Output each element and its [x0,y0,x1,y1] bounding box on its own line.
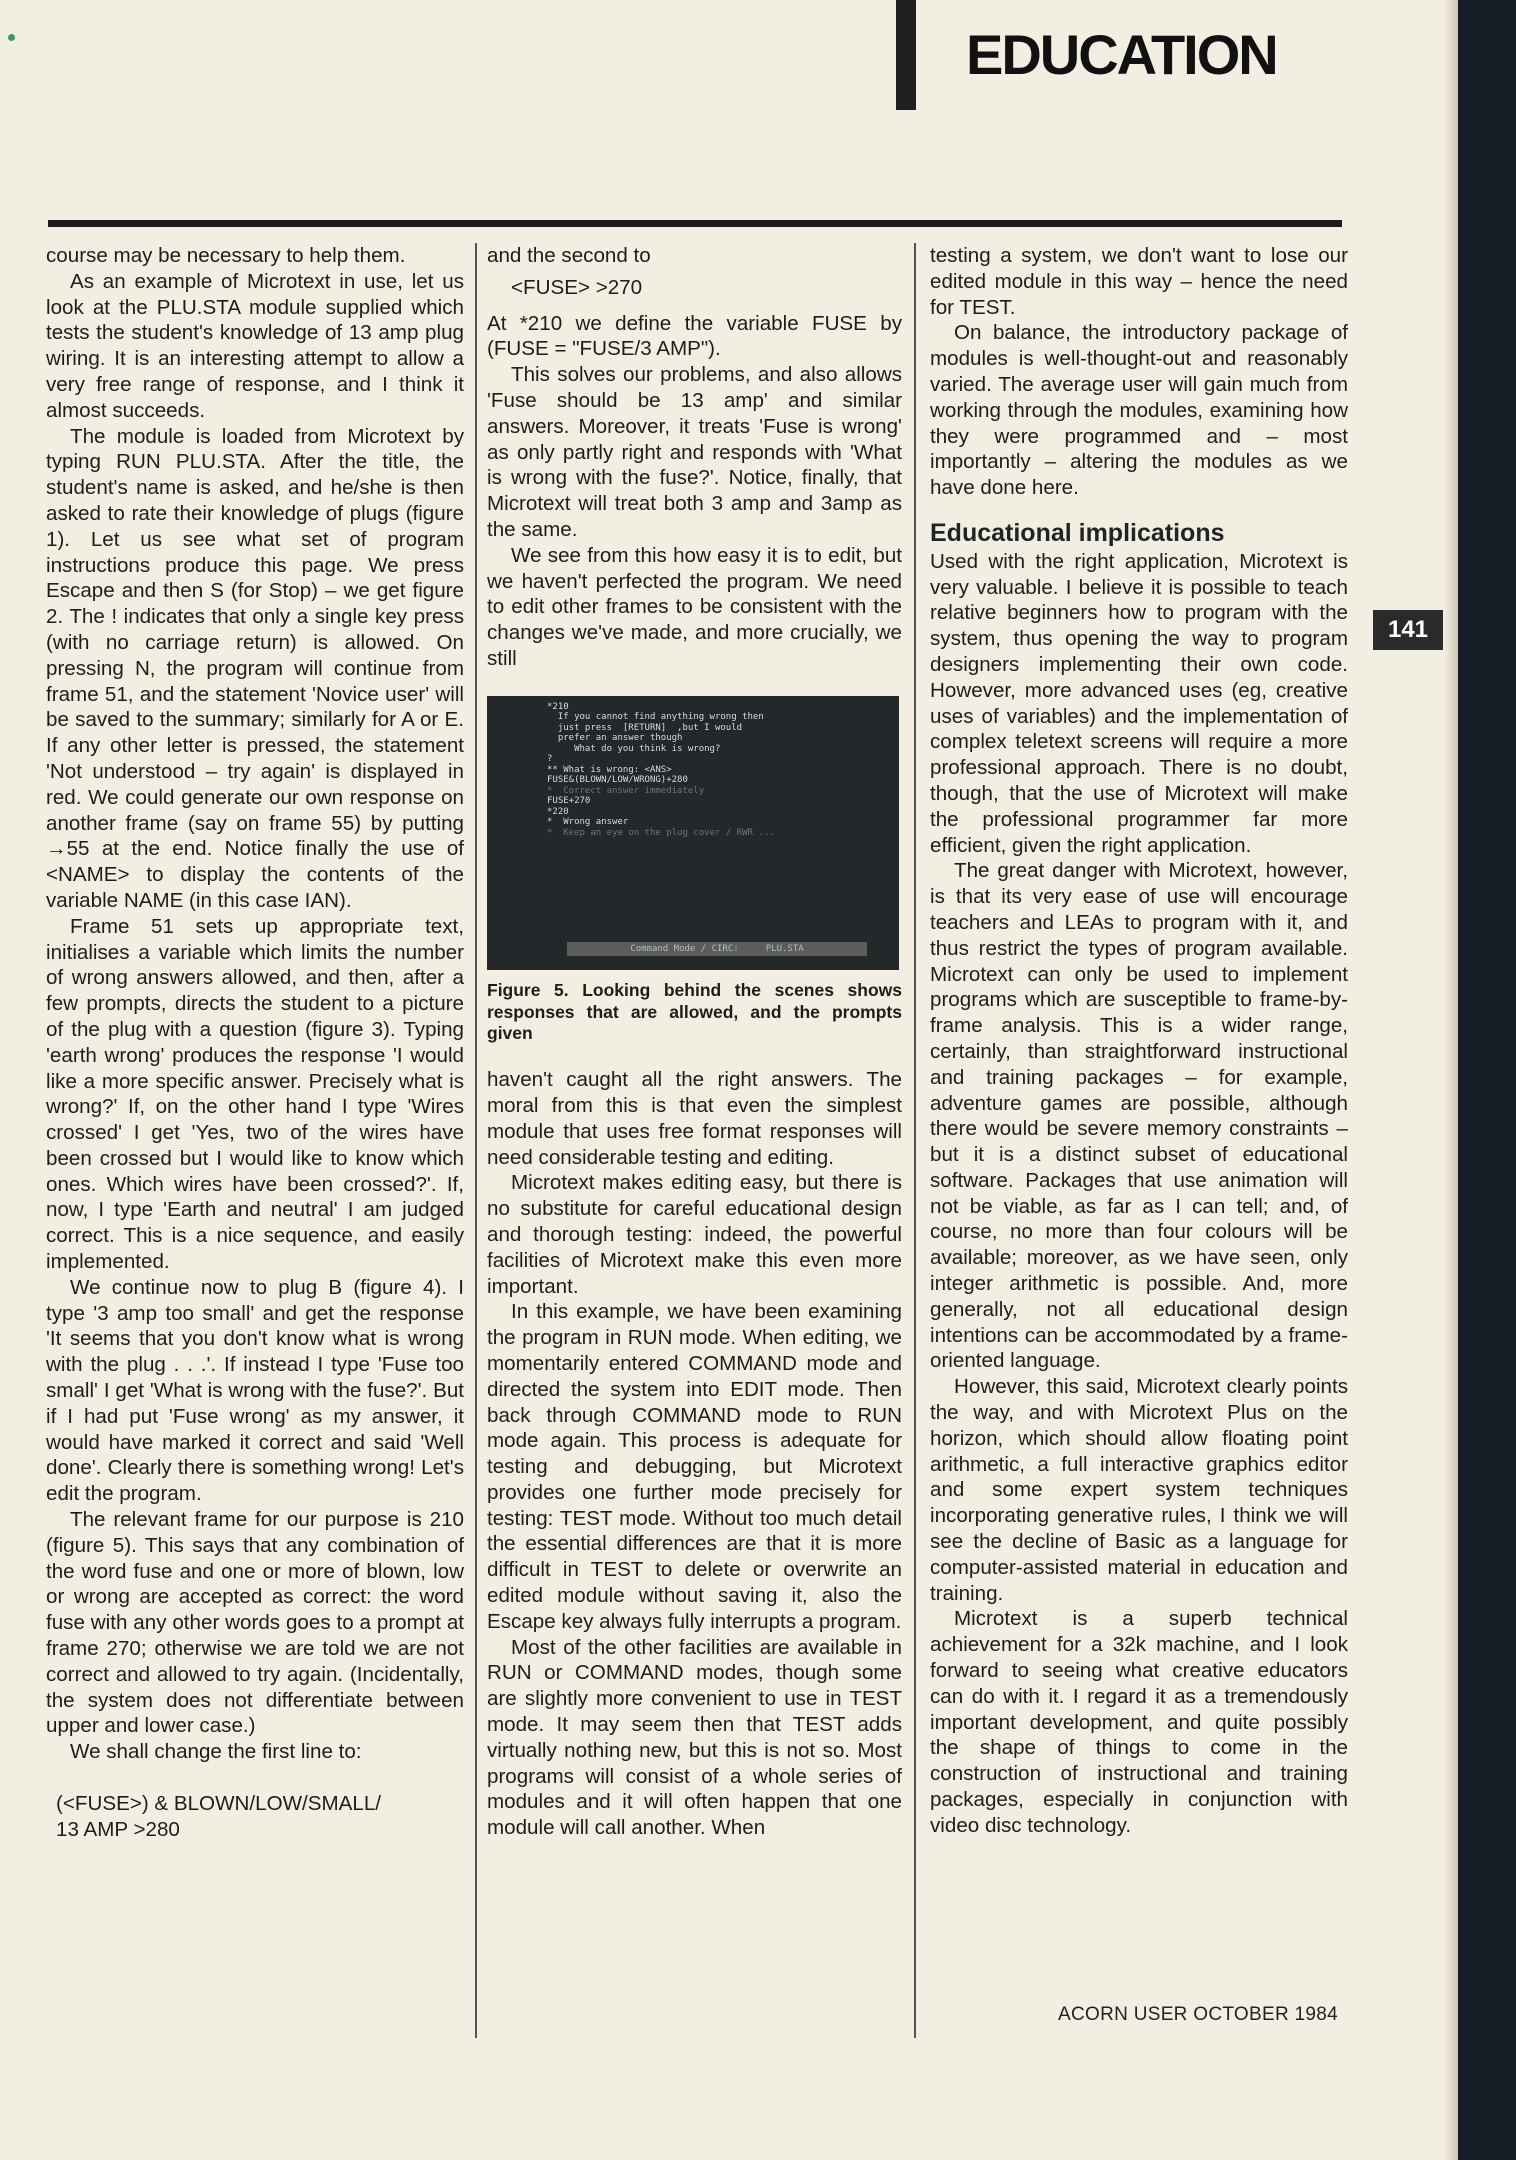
subheading: Educational implications [930,518,1225,547]
section-title: EDUCATION [966,23,1277,86]
paragraph: This solves our problems, and also allows 'Fuse should be 13 amp' and similar answers. Moreover, it treats 'Fuse is wrong' as only partly right and responds with 'What is wrong with the fuse?'. Notice, finally, that Microtext will treat both 3 amp and 3amp as the same. [487,363,902,541]
paragraph: Microtext makes editing easy, but there is no substitute for careful educational design and thorough testing: indeed, the powerful facilities of Microtext make this even more important. [487,1171,902,1298]
screen-line: just press [RETURN] ,but I would [547,722,743,733]
book-spine [1458,0,1516,2160]
screen-line: * Keep an eye on the plug cover / RWR ... [547,827,775,838]
column-2 [487,243,902,1841]
paragraph: The module is loaded from Microtext by typing RUN PLU.STA. After the title, the student's name is asked, and he/she is then asked to rate their knowledge of plugs (figure 1). Let us see what set of program instructions produce this page. We press Escape and then S (for Stop) – we get figure 2. The ! indicates that only a single key press (with no carriage return) is allowed. On pressing N, the program will continue from frame 51, and the statement 'Novice user' will be saved to the summary; similarly for A or E. If any other letter is pressed, the statement 'Not understood – try again' is displayed in red. We could generate our own response on another frame (say on frame 55) by putting →55 at the end. Notice finally the use of <NAME> to display the contents of the variable NAME (in this case IAN). [46,424,464,912]
paragraph: haven't caught all the right answers. The moral from this is that even the simplest module that uses free format responses will need considerable testing and editing. [487,1068,902,1169]
paragraph: The great danger with Microtext, however, is that its very ease of use will encourage teachers and LEAs to program with it, and thus restrict the types of program available. Microtext can only be used to implement programs which are susceptible to frame-by-frame analysis. This is a wider range, certainly, than straightforward instructional and training packages – for example, adventure games are possible, although there would be severe memory constraints – but it is a distinct subset of educational software. Packages that use animation will not be viable, as far as I can tell; and, of course, no more than four colours will be available; moreover, as we have seen, only integer arithmetic is possible. And, more generally, not all educational design intentions can be accommodated by a frame-oriented language. [930,859,1348,1373]
paragraph: Frame 51 sets up appropriate text, initialises a variable which limits the number of wrong answers allowed, and then, after a few prompts, directs the student to a picture of the plug with a question (figure 3). Typing 'earth wrong' produces the response 'I would like a more specific answer. Precisely what is wrong?' If, on the other hand I type 'Wires crossed' I get 'Yes, two of the wires have been crossed but I would like to know which ones. Which wires have been crossed?'. If, now, I type 'Earth and neutral' I am judged correct. This is a nice sequence, and easily implemented. [46,914,464,1274]
column-separator [475,243,477,2038]
page-mark [8,34,15,41]
section-marker [896,0,916,110]
figure-caption: Figure 5. Looking behind the scenes shows responses that are allowed, and the prompts given [487,979,902,1044]
screen-line: ? [547,754,553,765]
paragraph: On balance, the introductory package of modules is well-thought-out and reasonably varied. The average user will gain much from working through the modules, examining how they were programmed and – most importantly – altering the modules as we have done here. [930,321,1348,500]
paragraph: We see from this how easy it is to edit, but we haven't perfected the program. We need to edit other frames to be consistent with the changes we've made, and more crucially, we still [487,543,902,670]
page-curl [1444,0,1458,2160]
screen-line: ** What is wrong: <ANS> [547,764,672,775]
screen-line: What do you think is wrong? [547,743,721,754]
page-number: 141 [1373,610,1443,650]
paragraph: testing a system, we don't want to lose our edited module in this way – hence the need for TEST. [930,244,1348,319]
screen-line: * Correct answer immediately [547,785,705,796]
screen-status-bar: Command Mode / CIRC: PLU.STA [567,942,867,956]
figure-5-screen [487,696,899,970]
paragraph: We continue now to plug B (figure 4). I type '3 amp too small' and get the response 'It seems that you don't know what is wrong with the plug . . .'. If instead I type 'Fuse too small' I get 'What is wrong with the fuse?'. But if I had put 'Fuse wrong' as my answer, it would have marked it correct and said 'Well done'. Clearly there is something wrong! Let's edit the program. [46,1275,464,1506]
code-line: 13 AMP >280 [56,1817,180,1841]
paragraph: Microtext is a superb technical achievement for a 32k machine, and I look forward to seeing what creative educators can do with it. I regard it as a tremendously important development, and quite possibly the shape of things to come in the construction of instructional and training packages, especially in conjunction with video disc technology. [930,1607,1348,1837]
screen-line: *220 [547,806,569,817]
column-3 [930,243,1348,1839]
screen-line: prefer an answer though [547,733,683,744]
paragraph: In this example, we have been examining the program in RUN mode. When editing, we momentarily entered COMMAND mode and directed the system into EDIT mode. Then back through COMMAND mode to RUN mode again. This process is adequate for testing and debugging, but Microtext provides one further mode precisely for testing: TEST mode. Without too much detail the essential differences are that it is more difficult in TEST to delete or overwrite an edited module without saving it, also the Escape key always fully interrupts a program. [487,1300,902,1633]
header-rule [48,220,1342,227]
paragraph: We shall change the first line to: [70,1740,362,1764]
paragraph: and the second to [487,244,651,267]
screen-line: * Wrong answer [547,817,629,828]
code-line: (<FUSE>) & BLOWN/LOW/SMALL/ [56,1792,381,1816]
paragraph: The relevant frame for our purpose is 210 (figure 5). This says that any combination of the word fuse and one or more of blown, low or wrong are accepted as correct: the word fuse with any other words goes to a prompt at frame 270; otherwise we are told we are not correct and allowed to try again. (Incidentally, the system does not differentiate between upper and lower case.) [46,1508,464,1738]
paragraph: However, this said, Microtext clearly points the way, and with Microtext Plus on the horizon, which should allow floating point arithmetic, a full interactive graphics editor and some expert system techniques incorporating generative rules, I think we will see the decline of Basic as a language for computer-assisted material in education and training. [930,1375,1348,1605]
code-line: <FUSE> >270 [511,275,643,299]
column-separator [914,243,916,2038]
screen-line: FUSE&(BLOWN/LOW/WRONG)+280 [547,775,688,786]
paragraph: At *210 we define the variable FUSE by (FUSE = "FUSE/3 AMP"). [487,311,902,361]
paragraph: Used with the right application, Microtext is very valuable. I believe it is possible to teach relative beginners how to program with the system, thus opening the way to program designers implementing their own code. However, more advanced uses (eg, creative uses of variables) and the implementation of complex teletext screens will require a more professional approach. There is no doubt, though, that the use of Microtext will make the professional programmer far more efficient, given the right application. [930,549,1348,857]
column-1 [46,243,464,1843]
page-footer: ACORN USER OCTOBER 1984 [1058,2004,1339,2025]
screen-line: *210 [547,701,569,712]
paragraph: course may be necessary to help them. [46,244,406,267]
screen-line: FUSE+270 [547,796,591,807]
paragraph: As an example of Microtext in use, let us look at the PLU.STA module supplied which tests the student's knowledge of 13 amp plug wiring. It is an interesting attempt to allow a very free range of response, and I think it almost succeeds. [46,269,464,422]
paragraph: Most of the other facilities are available in RUN or COMMAND modes, though some are slightly more convenient to use in TEST mode. It may seem then that TEST adds virtually nothing new, but this is not so. Most programs will consist of a whole series of modules and it will often happen that one module will call another. When [487,1635,902,1840]
screen-line: If you cannot find anything wrong then [547,712,764,723]
